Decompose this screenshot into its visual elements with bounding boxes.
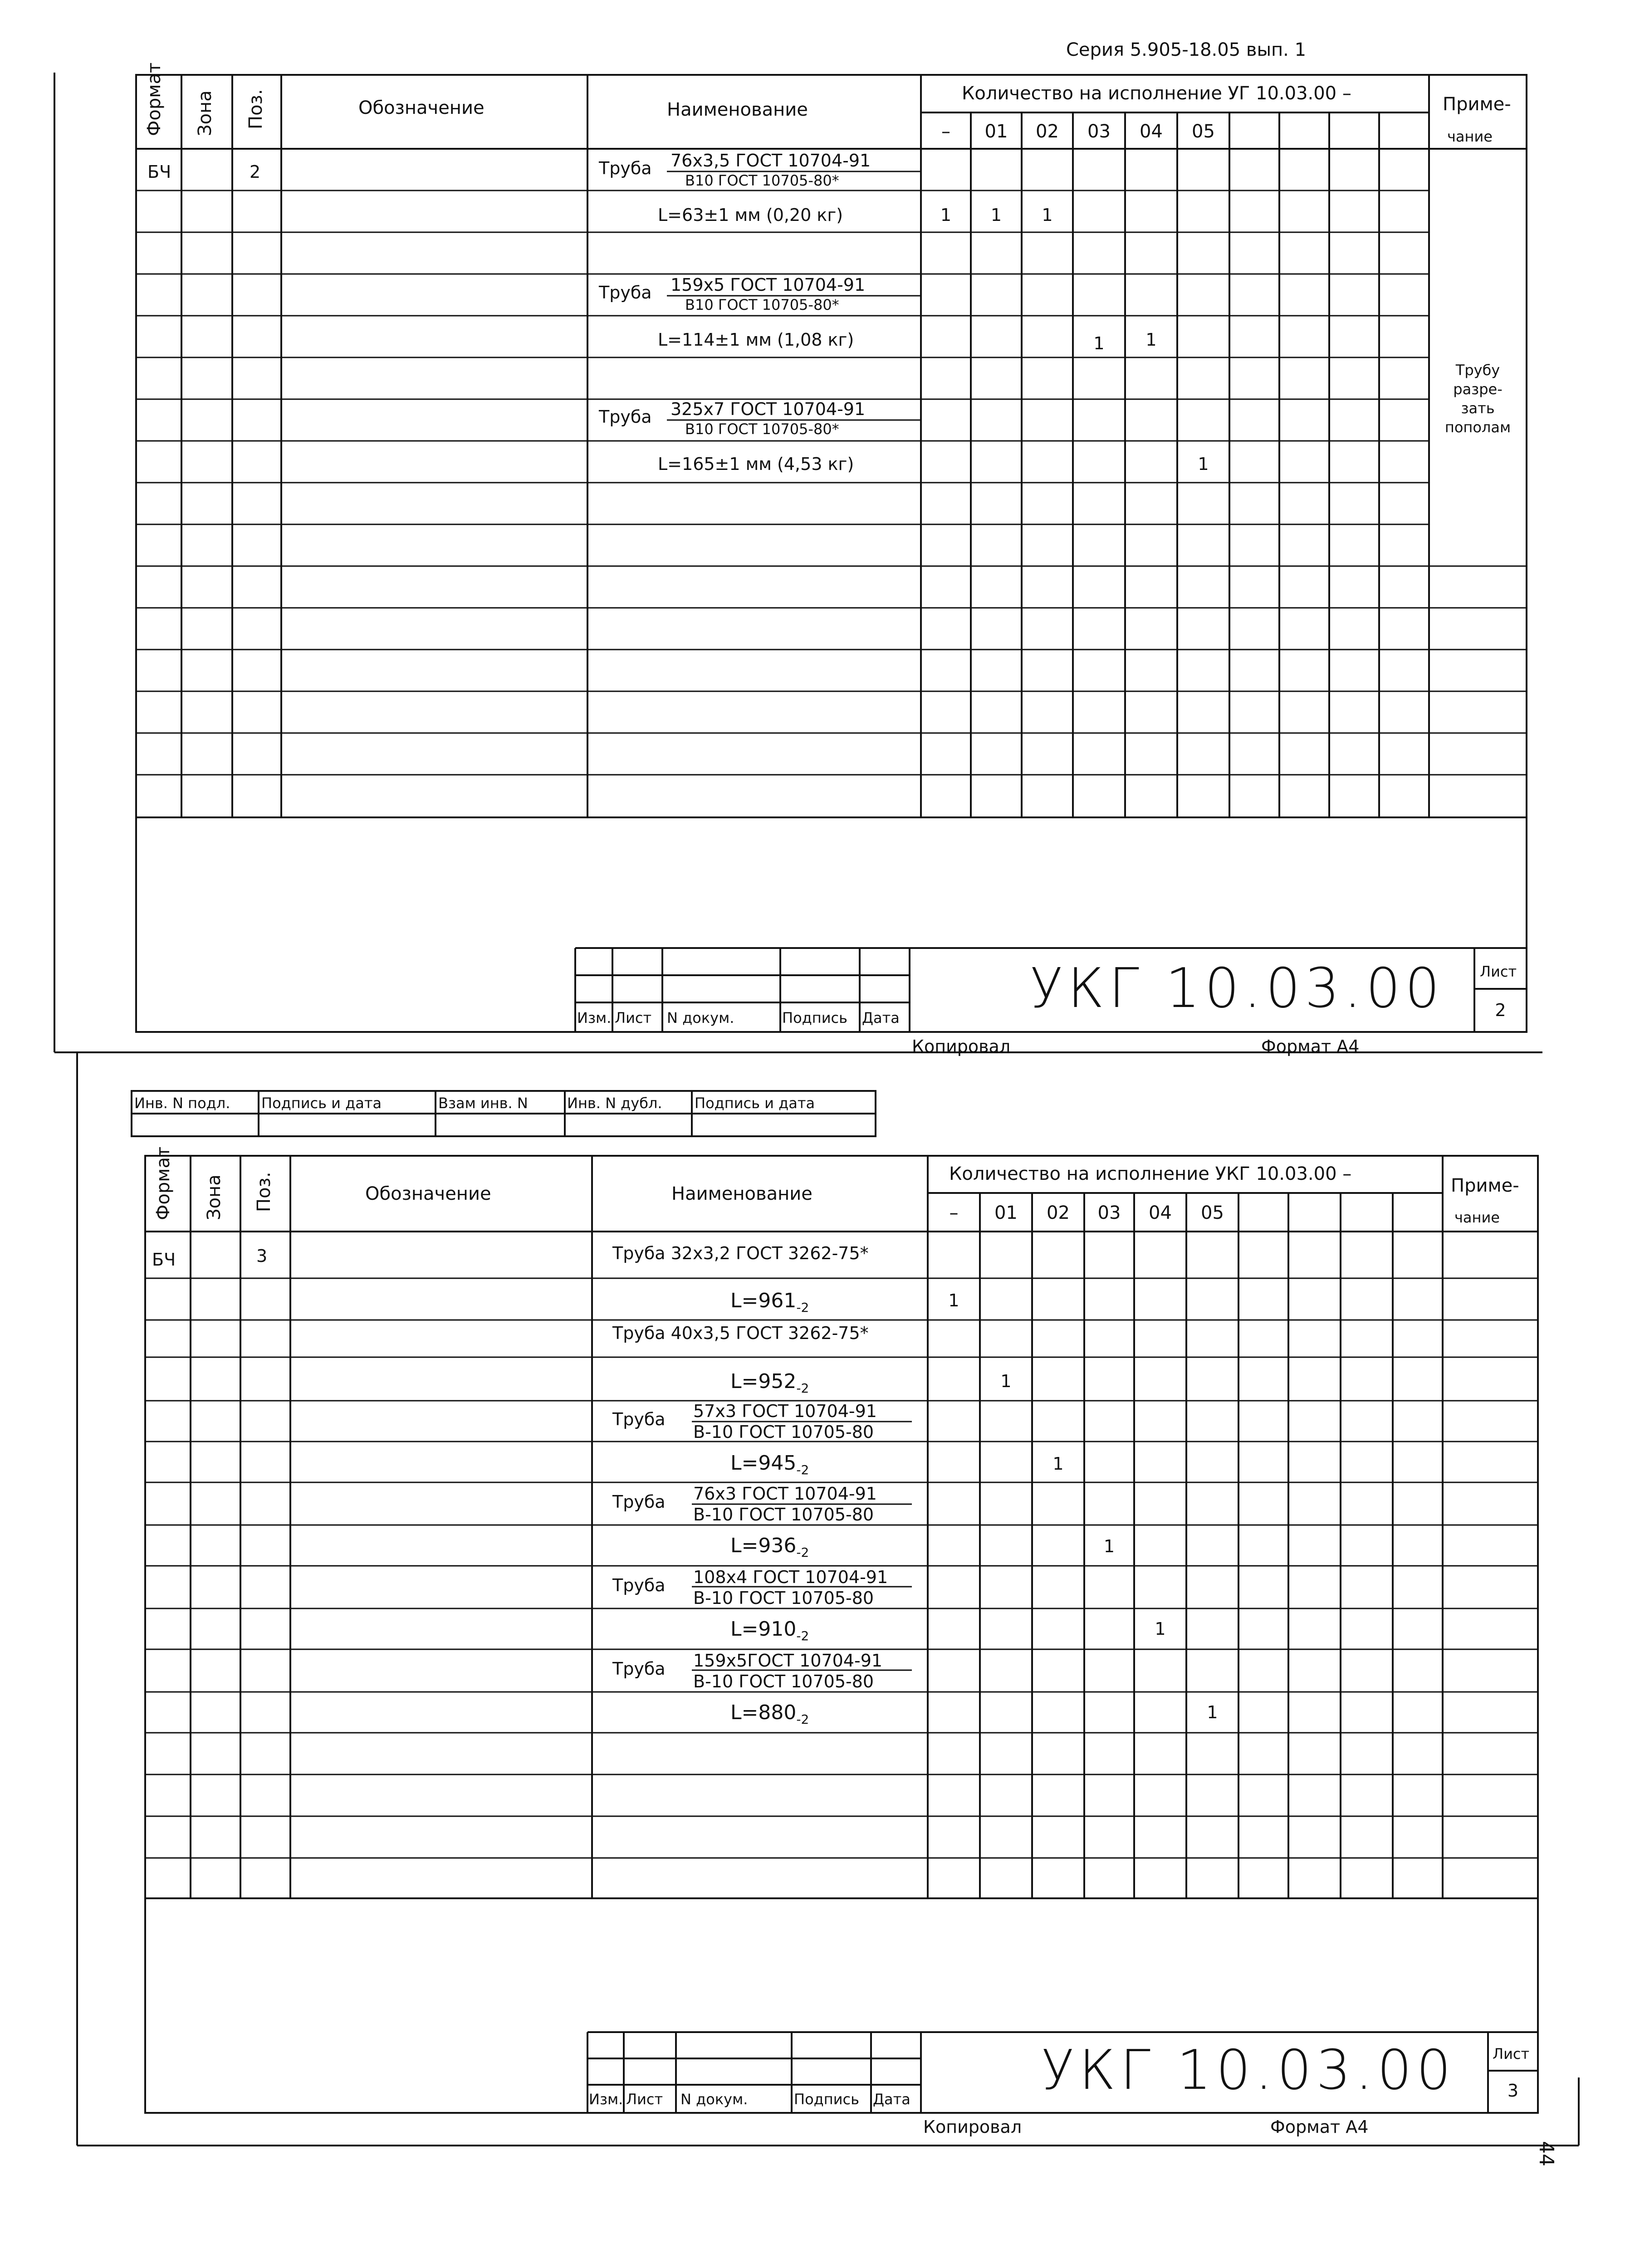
qty-cell: 1	[1207, 1702, 1218, 1722]
variant-header: 04	[1140, 121, 1163, 142]
footer-copied: Копировал	[923, 2117, 1022, 2137]
variant-header: 01	[994, 1202, 1018, 1223]
tb-label-izm: Изм.	[589, 2091, 623, 2108]
variant-header: 01	[984, 121, 1008, 142]
qty-cell: 1	[1093, 333, 1105, 353]
tb-sheet-number: 3	[1507, 2081, 1519, 2101]
pipe-prefix: Труба	[599, 158, 652, 178]
pipe-prefix: Труба	[612, 1409, 666, 1429]
qty-cell: 1	[940, 205, 952, 225]
variant-header: 05	[1201, 1202, 1224, 1223]
stamp-label: Подпись и дата	[695, 1095, 815, 1112]
length-value: L=910	[730, 1618, 797, 1641]
pipe-spec-bottom: В10 ГОСТ 10705-80*	[685, 296, 839, 313]
pipe-spec-bottom: В-10 ГОСТ 10705-80	[693, 1588, 874, 1608]
pipe-spec-bottom: В-10 ГОСТ 10705-80	[693, 1505, 874, 1525]
pipe-name: Труба 32х3,2 ГОСТ 3262-75*	[612, 1243, 869, 1263]
doc-code: УКГ 10.03.00	[1041, 2039, 1456, 2102]
variant-header: 03	[1097, 1202, 1121, 1223]
qty-cell: 1	[1145, 330, 1157, 350]
row-format: БЧ	[152, 1250, 176, 1270]
pipe-spec-bottom: В-10 ГОСТ 10705-80	[693, 1672, 874, 1691]
pipe-length	[730, 1453, 809, 1476]
qty-cell: 1	[1155, 1619, 1166, 1639]
pipe-length: L=63±1 мм (0,20 кг)	[658, 205, 843, 225]
col-note-header-2: чание	[1454, 1209, 1500, 1226]
tb-label-list: Лист	[626, 2091, 663, 2108]
pipe-spec-bottom: В10 ГОСТ 10705-80*	[685, 172, 839, 189]
length-value: L=880	[730, 1701, 797, 1724]
qty-cell: 1	[1042, 205, 1053, 225]
pipe-spec-top: 76х3,5 ГОСТ 10704-91	[671, 151, 871, 171]
col-note-header-1: Приме-	[1451, 1175, 1519, 1196]
pipe-spec-top: 108х4 ГОСТ 10704-91	[693, 1567, 888, 1587]
col-qty-header: Количество на исполнение УКГ 10.03.00 –	[949, 1163, 1352, 1184]
col-pos-header: Поз.	[254, 1172, 274, 1212]
variant-header: 02	[1036, 121, 1059, 142]
footer-format: Формат А4	[1270, 2117, 1369, 2137]
qty-cell: 1	[948, 1290, 959, 1310]
variant-header: –	[941, 121, 950, 142]
series-label: Серия 5.905-18.05 вып. 1	[1066, 39, 1307, 60]
tb-label-date: Дата	[873, 2091, 910, 2108]
pipe-length	[730, 1372, 809, 1395]
length-tolerance: -2	[796, 1545, 809, 1560]
col-zone-header: Зона	[195, 90, 215, 136]
note-line: пополам	[1444, 419, 1511, 436]
col-name-header: Наименование	[667, 99, 808, 120]
note-line: Трубу	[1455, 362, 1500, 379]
qty-cell: 1	[1198, 454, 1209, 474]
stamp-label: Инв. N подл.	[134, 1095, 230, 1112]
qty-cell: 1	[1052, 1454, 1064, 1474]
side-page-number: 44	[1535, 2141, 1558, 2166]
pipe-name: Труба 40х3,5 ГОСТ 3262-75*	[612, 1323, 869, 1343]
col-note-header-2: чание	[1447, 128, 1493, 145]
length-tolerance: -2	[796, 1462, 809, 1477]
pipe-spec-bottom: В10 ГОСТ 10705-80*	[685, 420, 839, 438]
col-pos-header: Поз.	[245, 89, 266, 129]
pipe-length	[730, 1619, 809, 1642]
tb-sheet-label: Лист	[1493, 2045, 1530, 2063]
note-line: разре-	[1453, 381, 1503, 398]
tb-label-ndoc: N докум.	[667, 1009, 734, 1026]
pipe-length	[730, 1291, 809, 1314]
pipe-length: L=165±1 мм (4,53 кг)	[658, 454, 854, 474]
col-format-header: Формат	[153, 1146, 174, 1220]
col-designation-header: Обозначение	[358, 98, 485, 118]
length-tolerance: -2	[796, 1711, 809, 1727]
footer-copied: Копировал	[912, 1036, 1011, 1056]
col-note-header-1: Приме-	[1443, 94, 1511, 115]
footer-format: Формат А4	[1261, 1036, 1360, 1056]
pipe-length	[730, 1536, 809, 1559]
col-qty-header: Количество на исполнение УГ 10.03.00 –	[962, 83, 1351, 104]
col-designation-header: Обозначение	[365, 1183, 491, 1204]
variant-header: 02	[1047, 1202, 1070, 1223]
pipe-spec-top: 159х5 ГОСТ 10704-91	[671, 275, 866, 295]
pipe-spec-bottom: В-10 ГОСТ 10705-80	[693, 1422, 874, 1442]
pipe-spec-top: 159х5ГОСТ 10704-91	[693, 1651, 883, 1671]
pipe-length	[730, 1703, 809, 1726]
tb-label-list: Лист	[615, 1009, 652, 1026]
length-tolerance: -2	[796, 1300, 809, 1315]
variant-header: 05	[1192, 121, 1215, 142]
stamp-label: Инв. N дубл.	[567, 1095, 662, 1112]
tb-label-izm: Изм.	[577, 1009, 612, 1026]
note-line: зать	[1461, 400, 1495, 417]
length-value: L=936	[730, 1534, 797, 1557]
pipe-prefix: Труба	[612, 1575, 666, 1595]
col-zone-header: Зона	[204, 1174, 225, 1220]
pipe-spec-top: 76х3 ГОСТ 10704-91	[693, 1484, 877, 1504]
tb-label-sign: Подпись	[782, 1009, 847, 1026]
col-name-header: Наименование	[671, 1183, 813, 1204]
pipe-prefix: Труба	[612, 1659, 666, 1679]
variant-header: 04	[1149, 1202, 1172, 1223]
tb-label-sign: Подпись	[794, 2091, 859, 2108]
tb-sheet-label: Лист	[1480, 963, 1517, 980]
stamp-label: Взам инв. N	[438, 1095, 528, 1112]
pipe-prefix: Труба	[612, 1492, 666, 1512]
length-value: L=945	[730, 1452, 797, 1475]
pipe-spec-top: 57х3 ГОСТ 10704-91	[693, 1401, 877, 1421]
doc-code: УКГ 10.03.00	[1030, 957, 1444, 1020]
row-pos: 3	[256, 1246, 268, 1266]
pipe-length: L=114±1 мм (1,08 кг)	[658, 330, 854, 350]
pipe-prefix: Труба	[599, 283, 652, 303]
length-tolerance: -2	[796, 1628, 809, 1643]
tb-sheet-number: 2	[1495, 1000, 1506, 1020]
tb-label-date: Дата	[862, 1009, 900, 1026]
length-value: L=961	[730, 1289, 797, 1312]
length-value: L=952	[730, 1370, 797, 1393]
qty-cell: 1	[990, 205, 1002, 225]
pipe-prefix: Труба	[599, 407, 652, 427]
stamp-label: Подпись и дата	[261, 1095, 382, 1112]
variant-header: –	[949, 1202, 959, 1223]
qty-cell: 1	[1103, 1536, 1115, 1556]
row-format: БЧ	[147, 162, 171, 182]
col-format-header: Формат	[144, 62, 165, 136]
row-pos: 2	[250, 162, 261, 182]
length-tolerance: -2	[796, 1380, 809, 1396]
qty-cell: 1	[1000, 1371, 1012, 1391]
variant-header: 03	[1087, 121, 1111, 142]
pipe-spec-top: 325х7 ГОСТ 10704-91	[671, 399, 866, 419]
tb-label-ndoc: N докум.	[680, 2091, 748, 2108]
